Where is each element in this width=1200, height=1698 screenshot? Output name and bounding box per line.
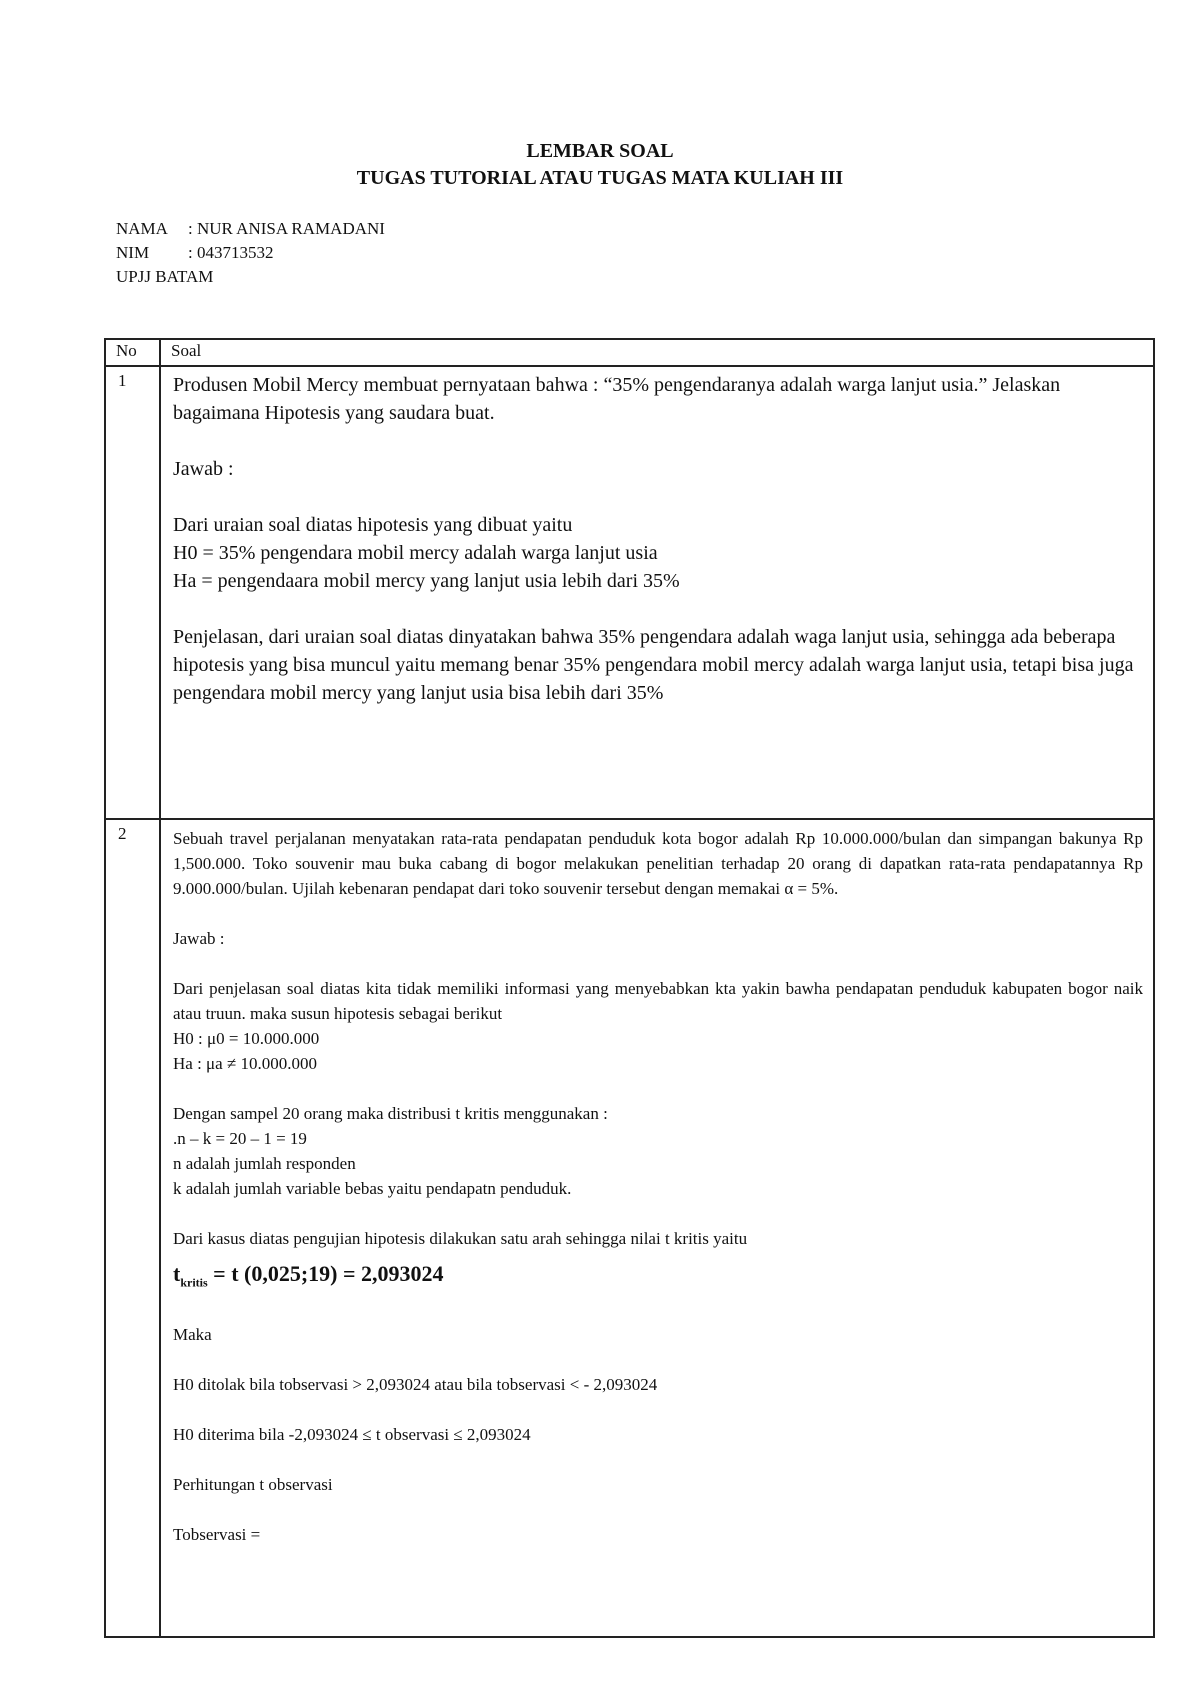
answer-label: Jawab : [173, 458, 234, 480]
answer-explanation: Penjelasan, dari uraian soal diatas dinyatakan bahwa 35% pengendara adalah waga lanjut usia, sehingga ada beberapa hipotesis yang bisa muncul yaitu memang benar 35% pengendara mobil mercy adalah warga lanjut usia, tetapi bisa juga pengendara mobil mercy yang lanjut usia bisa lebih dari 35% [173, 626, 1134, 704]
header-no: No [105, 339, 160, 366]
name-value: : NUR ANISA RAMADANI [188, 219, 385, 238]
degrees-of-freedom: .n – k = 20 – 1 = 19 [173, 1129, 307, 1148]
page-subtitle: TUGAS TUTORIAL ATAU TUGAS MATA KULIAH III [356, 167, 844, 189]
question-cell [160, 366, 1154, 819]
n-definition: n adalah jumlah responden [173, 1154, 356, 1173]
accept-rule: H0 diterima bila -2,093024 ≤ t observasi ≤ 2,093024 [173, 1425, 531, 1445]
question-cell [160, 819, 1154, 1637]
t-symbol: t [173, 1261, 181, 1286]
test-direction: Dari kasus diatas pengujian hipotesis dilakukan satu arah sehingga nilai t kritis yaitu [173, 1229, 748, 1248]
nim-value: : 043713532 [188, 243, 274, 262]
t-critical-value: = t (0,025;19) = 2,093024 [207, 1261, 444, 1286]
question-number: 1 [105, 366, 160, 819]
t-subscript: kritis [180, 1275, 208, 1290]
calculation-label: Perhitungan t observasi [173, 1475, 333, 1495]
table-row [105, 366, 1154, 819]
page-title: LEMBAR SOAL [526, 140, 674, 162]
question-table [104, 338, 1155, 1638]
student-identity [116, 217, 385, 289]
maka-label: Maka [173, 1325, 212, 1345]
hypothesis-ha: Ha : μa ≠ 10.000.000 [173, 1054, 318, 1073]
upbjj-value: UPJJ BATAM [116, 267, 214, 286]
upbjj-row [116, 265, 385, 289]
table-header-row [105, 339, 1154, 366]
table-row [105, 819, 1154, 1637]
sample-statement: Dengan sampel 20 orang maka distribusi t kritis menggunakan : [173, 1104, 608, 1123]
answer-intro: Dari penjelasan soal diatas kita tidak memiliki informasi yang menyebabkan kta yakin bawha pendapatan penduduk kabupaten bogor naik atau truun. maka susun hipotesis sebagai berikut [173, 979, 1143, 1023]
hypothesis-h0: H0 : μ0 = 10.000.000 [173, 1029, 320, 1048]
k-definition: k adalah jumlah variable bebas yaitu pendapatn penduduk. [173, 1179, 572, 1198]
header-soal: Soal [160, 339, 1154, 366]
t-observation: Tobservasi = [173, 1525, 261, 1545]
hypothesis-h0: H0 = 35% pengendara mobil mercy adalah warga lanjut usia [173, 542, 658, 564]
hypothesis-ha: Ha = pengendaara mobil mercy yang lanjut usia lebih dari 35% [173, 570, 680, 592]
name-row [116, 217, 385, 241]
question-text: Produsen Mobil Mercy membuat pernyataan bahwa : “35% pengendaranya adalah warga lanjut usia.” Jelaskan bagaimana Hipotesis yang saudara buat. [173, 374, 1061, 424]
answer-label: Jawab : [173, 929, 225, 948]
question-number: 2 [105, 819, 160, 1637]
t-critical-formula [173, 1259, 1143, 1297]
nim-row [116, 241, 385, 265]
nim-label: NIM [116, 243, 150, 262]
reject-rule: H0 ditolak bila tobservasi > 2,093024 atau bila tobservasi < - 2,093024 [173, 1375, 658, 1395]
question-text: Sebuah travel perjalanan menyatakan rata-rata pendapatan penduduk kota bogor adalah Rp 10.000.000/bulan dan simpangan bakunya Rp 1,500.000. Toko souvenir mau buka cabang di bogor melakukan penelitian terhadap 20 orang di dapatkan rata-rata pendapatannya Rp 9.000.000/bulan. Ujilah kebenaran pendapat dari toko souvenir tersebut dengan memakai α = 5%. [173, 829, 1143, 898]
answer-intro: Dari uraian soal diatas hipotesis yang dibuat yaitu [173, 514, 573, 536]
name-label: NAMA [116, 219, 168, 238]
